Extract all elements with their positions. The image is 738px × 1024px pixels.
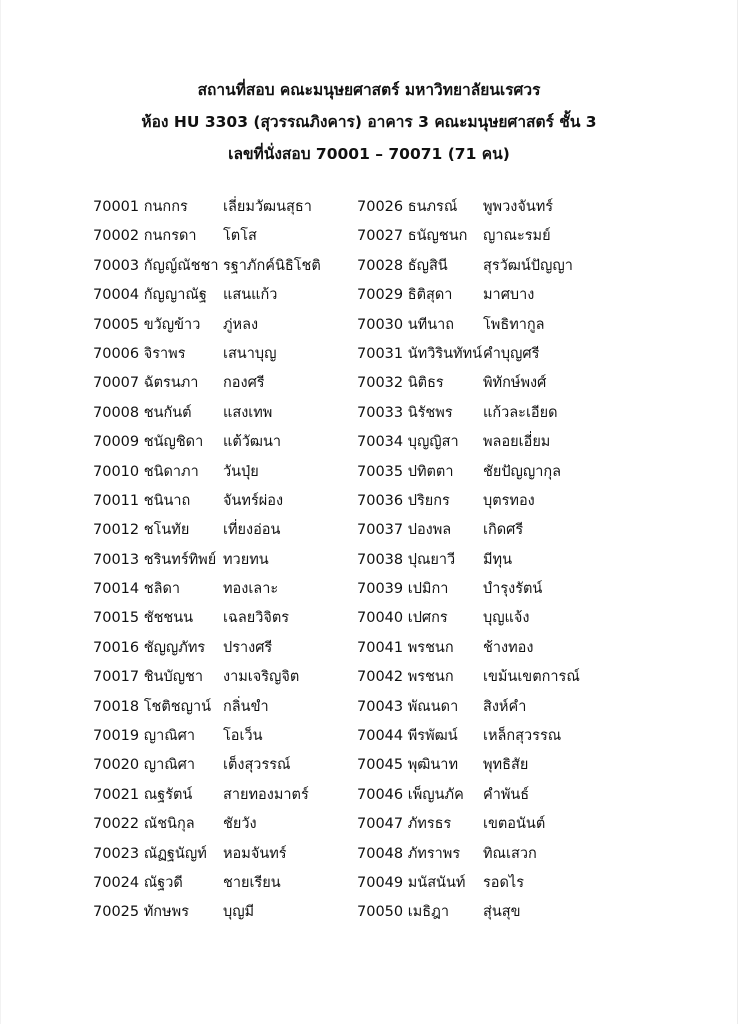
- surname: ชัยปัญญากุล: [483, 463, 562, 480]
- surname: โพธิทากูล: [483, 316, 545, 333]
- seat-number-firstname: 70022 ณัชนิกุล: [93, 816, 195, 833]
- surname: ภู่หลง: [223, 316, 259, 333]
- seat-number-firstname: 70009 ชนัญชิดา: [93, 434, 204, 451]
- exam-venue-title: สถานที่สอบ คณะมนุษยศาสตร์ มหาวิทยาลัยนเรศวร: [197, 81, 541, 99]
- seat-number-firstname: 70027 ธนัญชนก: [357, 228, 468, 245]
- surname: ชัยวัง: [223, 816, 257, 833]
- seat-number-firstname: 70014 ชลิดา: [93, 581, 181, 598]
- seat-number-firstname: 70030 นทีนาถ: [357, 316, 455, 333]
- surname: บำรุงรัตน์: [483, 581, 543, 598]
- seat-number-firstname: 70045 พุฒินาท: [357, 757, 459, 774]
- surname: สิงห์คำ: [483, 698, 527, 715]
- seat-number-firstname: 70033 นิรัชพร: [357, 404, 453, 421]
- seat-number-firstname: 70011 ชนินาถ: [93, 492, 191, 509]
- surname: พิทักษ์พงศ์: [483, 375, 547, 392]
- surname: โอเว็น: [223, 728, 263, 745]
- surname: รอดไร: [483, 874, 524, 891]
- surname: เสนาบุญ: [223, 345, 277, 362]
- surname: มีทุน: [483, 551, 513, 568]
- seat-number-firstname: 70002 กนกรดา: [93, 228, 197, 245]
- surname: สุ่นสุข: [483, 904, 521, 921]
- seat-number-firstname: 70038 ปุณยาวี: [357, 551, 456, 568]
- seat-number-firstname: 70042 พรชนก: [357, 669, 454, 686]
- seat-number-firstname: 70001 กนกกร: [93, 199, 188, 215]
- seat-number-firstname: 70024 ณัฐวดี: [93, 874, 183, 891]
- surname: เฉลยวิจิตร: [223, 610, 290, 627]
- seat-number-firstname: 70015 ชัชชนน: [93, 610, 194, 627]
- seat-number-firstname: 70034 บุญญิสา: [357, 434, 459, 451]
- seat-number-firstname: 70040 เปศกร: [357, 610, 448, 627]
- document-header: [0, 74, 738, 170]
- surname: เกิดศรี: [483, 522, 524, 539]
- surname: คำบุญศรี: [483, 345, 540, 362]
- surname: เต็งสุวรรณ์: [223, 757, 291, 774]
- surname: พลอยเอี่ยม: [483, 434, 551, 451]
- seat-number-firstname: 70026 ธนภรณ์: [357, 199, 458, 215]
- seat-number-firstname: 70028 ธัญสินี: [357, 257, 448, 274]
- surname: พูพวงจันทร์: [483, 199, 554, 215]
- seat-number-firstname: 70003 กัญญ์ณัชชา: [93, 257, 219, 274]
- seat-number-firstname: 70029 ธิติสุดา: [357, 287, 453, 304]
- surname: แต้วัฒนา: [223, 434, 282, 451]
- seat-number-firstname: 70035 ปทิตตา: [357, 463, 454, 480]
- seat-number-firstname: 70008 ชนกันต์: [93, 404, 192, 421]
- seat-number-firstname: 70010 ชนิดาภา: [93, 463, 199, 480]
- surname: จันทร์ผ่อง: [223, 492, 284, 509]
- seat-number-firstname: 70032 นิติธร: [357, 375, 444, 392]
- seat-number-firstname: 70044 พีรพัฒน์: [357, 728, 458, 745]
- seat-number-firstname: 70050 เมธิฎา: [357, 904, 449, 921]
- seat-number-firstname: 70007 ฉัตรนภา: [93, 375, 199, 392]
- seat-number-firstname: 70037 ปองพล: [357, 522, 452, 539]
- seat-number-firstname: 70018 โชติชญาน์: [93, 698, 212, 715]
- surname: บุญมี: [223, 904, 255, 921]
- surname: คำพันธ์: [483, 786, 530, 803]
- exam-room-title: ห้อง HU 3303 (สุวรรณภิงคาร) อาคาร 3 คณะมนุษยศาสตร์ ชั้น 3: [141, 113, 597, 131]
- seat-number-firstname: 70048 ภัทราพร: [357, 845, 461, 862]
- surname: กองศรี: [223, 375, 265, 392]
- seat-number-firstname: 70016 ชัญญภัทร: [93, 639, 206, 656]
- surname: ชายเรียน: [223, 874, 281, 891]
- surname: สุรวัฒน์ปัญญา: [483, 257, 573, 274]
- seat-number-firstname: 70039 เปมิกา: [357, 581, 449, 598]
- seat-number-firstname: 70019 ญาณิศา: [93, 728, 196, 745]
- seat-number-firstname: 70012 ชโนทัย: [93, 522, 190, 539]
- surname: แสงเทพ: [223, 404, 273, 421]
- surname: สายทองมาตร์: [223, 786, 309, 803]
- seat-number-firstname: 70047 ภัทรธร: [357, 816, 452, 833]
- surname: หอมจันทร์: [223, 845, 287, 862]
- surname: ญาณะรมย์: [483, 228, 551, 245]
- seat-range-title: เลขที่นั่งสอบ 70001 – 70071 (71 คน): [228, 145, 510, 163]
- surname: บุตรทอง: [483, 492, 535, 509]
- surname: แสนแก้ว: [223, 287, 278, 304]
- surname: วันปุ่ย: [223, 463, 259, 480]
- surname: รฐาภักค์นิธิโชติ: [223, 257, 321, 274]
- surname: กลิ่นขำ: [223, 698, 269, 715]
- seat-number-firstname: 70036 ปริยกร: [357, 492, 450, 509]
- surname: ช้างทอง: [483, 639, 534, 656]
- seat-number-firstname: 70005 ขวัญข้าว: [93, 316, 201, 333]
- seat-number-firstname: 70049 มนัสนันท์: [357, 874, 466, 891]
- seat-number-firstname: 70025 ทักษพร: [93, 904, 189, 921]
- surname: มาศบาง: [483, 287, 535, 304]
- surname: บุญแจ้ง: [483, 610, 530, 627]
- seat-number-firstname: 70043 พัณนดา: [357, 698, 459, 715]
- seat-number-firstname: 70023 ณัฏฐนัญท์: [93, 845, 207, 862]
- surname: ทองเลาะ: [223, 581, 279, 598]
- seat-number-firstname: 70041 พรชนก: [357, 639, 454, 656]
- surname: เที่ยงอ่อน: [223, 522, 281, 539]
- seat-number-firstname: 70013 ชรินทร์ทิพย์: [93, 551, 217, 568]
- surname: แก้วละเอียด: [483, 404, 558, 421]
- seat-number-firstname: 70020 ญาณิศา: [93, 757, 196, 774]
- seat-number-firstname: 70006 จิราพร: [93, 345, 186, 362]
- seat-number-firstname: 70017 ชินบัญชา: [93, 669, 204, 686]
- surname: เขม้นเขตการณ์: [483, 669, 580, 686]
- surname: ทิณเสวก: [483, 845, 537, 862]
- seat-number-firstname: 70004 กัญญาณัฐ: [93, 287, 207, 304]
- seat-number-firstname: 70046 เพ็ญนภัค: [357, 786, 464, 803]
- surname: ปรางศรี: [223, 639, 273, 656]
- surname: เหล็กสุวรรณ: [483, 728, 562, 745]
- surname: พุทธิสัย: [483, 757, 529, 774]
- seat-number-firstname: 70031 นัทวิรินทัทน์: [357, 345, 483, 362]
- surname: เลี่ยมวัฒนสุธา: [223, 199, 312, 215]
- surname: ทวยทน: [223, 551, 269, 568]
- surname: เขตอนันต์: [483, 816, 546, 833]
- seat-number-firstname: 70021 ณฐรัตน์: [93, 786, 193, 803]
- surname: งามเจริญจิต: [223, 669, 300, 686]
- surname: โตโส: [223, 228, 257, 245]
